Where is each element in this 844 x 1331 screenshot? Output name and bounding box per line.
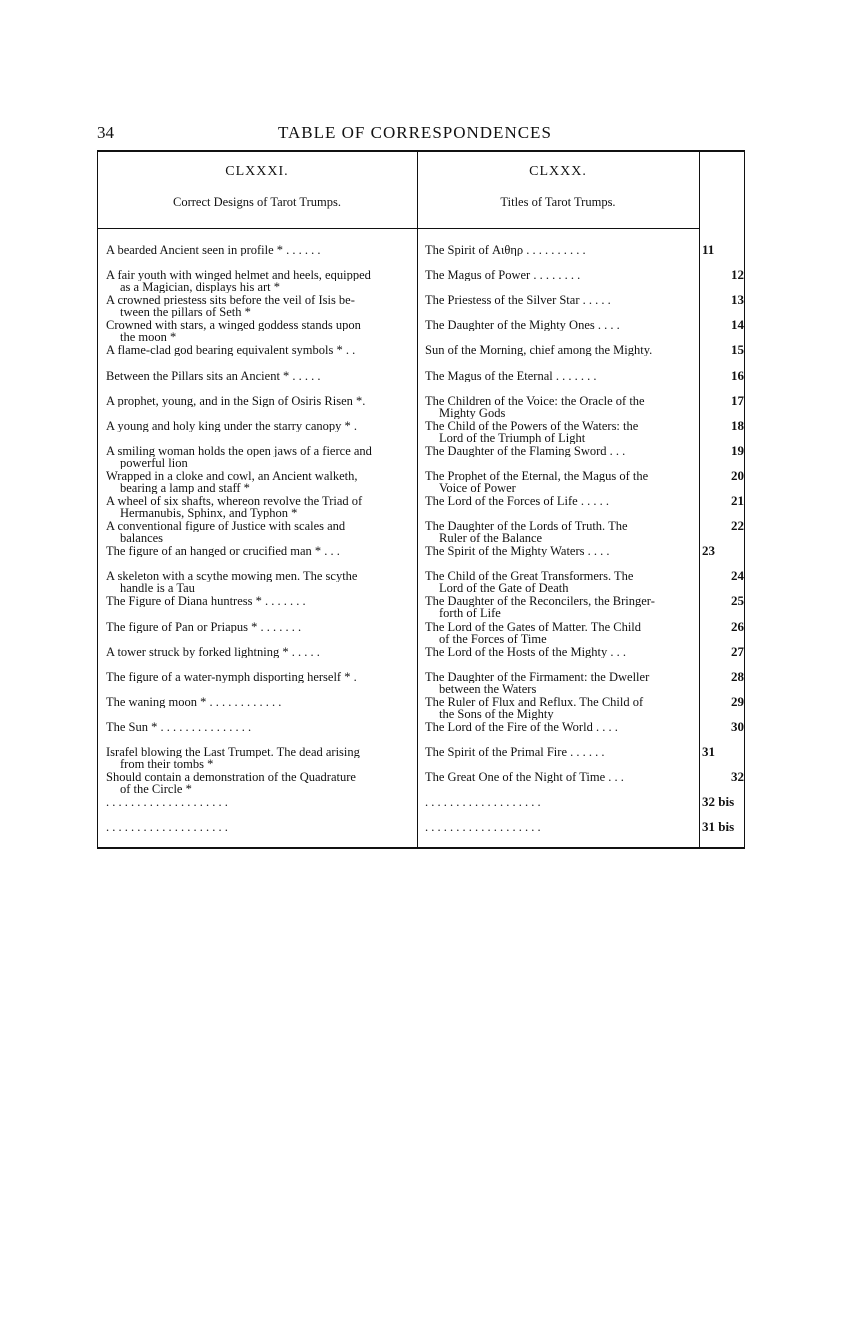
title-cell — [425, 294, 692, 306]
title-line: The Lord of the Fire of the World . . . . — [425, 720, 618, 733]
title-cell — [425, 771, 692, 783]
table-row — [97, 495, 745, 520]
key-number: 21 — [731, 493, 744, 508]
table-row — [97, 796, 745, 821]
table-row — [97, 520, 745, 545]
design-line: handle is a Tau — [120, 582, 195, 595]
title-cell — [425, 646, 692, 658]
title-line: forth of Life — [439, 607, 501, 620]
title-cell — [425, 671, 692, 695]
design-cell — [106, 244, 409, 256]
title-line: The Spirit of the Mighty Waters . . . . — [425, 545, 610, 558]
design-line: Between the Pillars sits an Ancient * . . . . . — [106, 369, 321, 382]
title-line: The Spirit of Αιθηρ . . . . . . . . . . — [425, 244, 586, 256]
design-cell — [106, 796, 409, 808]
table-row — [97, 294, 745, 319]
title-line: The Priestess of the Silver Star . . . . . — [425, 294, 611, 307]
title-line: Voice of Power — [439, 481, 516, 494]
table-row — [97, 392, 745, 420]
table-row — [97, 570, 745, 595]
key-number: 17 — [731, 392, 744, 408]
title-cell — [425, 570, 692, 594]
correspondence-table — [97, 150, 745, 849]
design-line: A flame-clad god bearing equivalent symbols * . . — [106, 344, 356, 357]
table-row — [97, 771, 745, 796]
title-line: Sun of the Morning, chief among the Mighty. — [425, 344, 653, 357]
column-1-number: CLXXXI. — [225, 164, 289, 179]
key-number: 12 — [731, 267, 744, 283]
key-number: 15 — [731, 342, 744, 358]
design-cell — [106, 721, 409, 733]
key-number: 23 — [702, 543, 715, 559]
table-row — [97, 718, 745, 746]
key-number: 24 — [731, 568, 744, 584]
key-number: 31 — [702, 744, 715, 759]
design-line: the moon * — [120, 331, 177, 344]
key-number: 27 — [731, 643, 744, 659]
title-line: The Daughter of the Reconcilers, the Bringer- — [425, 595, 655, 608]
design-line: A skeleton with a scythe mowing men. The scythe — [106, 570, 358, 583]
title-cell — [425, 244, 692, 256]
key-number: 22 — [731, 518, 744, 534]
title-line: The Daughter of the Mighty Ones . . . . — [425, 319, 620, 332]
table-row — [97, 545, 745, 570]
title-cell — [425, 520, 692, 544]
design-line: A fair youth with winged helmet and heels, equipped — [106, 269, 371, 282]
key-number: 11 — [702, 242, 715, 257]
title-line: The Daughter of the Lords of Truth. The — [425, 520, 628, 533]
key-number: 32 — [731, 769, 744, 785]
design-cell — [106, 746, 409, 770]
key-number: 19 — [731, 442, 744, 458]
title-line: The Lord of the Forces of Life . . . . . — [425, 495, 609, 507]
design-line: tween the pillars of Seth * — [120, 306, 251, 319]
title-line: the Sons of the Mighty — [439, 707, 554, 720]
title-line: Lord of the Triumph of Light — [439, 431, 586, 444]
title-cell — [425, 470, 692, 494]
title-line: The Child of the Powers of the Waters: the — [425, 419, 639, 432]
table-row — [97, 467, 745, 495]
running-title: TABLE OF CORRESPONDENCES — [278, 123, 552, 142]
design-cell — [106, 621, 409, 633]
design-line: The figure of an hanged or crucified man * . . . — [106, 545, 340, 558]
design-cell — [106, 696, 409, 708]
title-cell — [425, 269, 692, 281]
title-line: The Daughter of the Flaming Sword . . . — [425, 444, 626, 457]
title-line: of the Forces of Time — [439, 632, 547, 645]
design-line: The waning moon * . . . . . . . . . . . . — [106, 695, 282, 708]
design-line: Should contain a demonstration of the Quadrature — [106, 771, 356, 784]
key-number: 31 bis — [702, 819, 735, 835]
title-cell — [425, 746, 692, 758]
design-line: bearing a lamp and staff * — [120, 481, 250, 494]
table-row — [97, 417, 745, 445]
design-line: powerful lion — [120, 456, 188, 469]
table-row — [97, 618, 745, 646]
design-cell — [106, 395, 409, 407]
design-line: A wheel of six shafts, whereon revolve the Triad of — [106, 495, 363, 507]
title-line: The Lord of the Gates of Matter. The Child — [425, 620, 642, 633]
design-line: A prophet, young, and in the Sign of Osiris Risen *. — [106, 394, 366, 407]
design-line: The figure of Pan or Priapus * . . . . . . . — [106, 620, 302, 633]
title-line: between the Waters — [439, 682, 537, 695]
table-row — [97, 595, 745, 620]
design-line: of the Circle * — [120, 783, 192, 796]
title-cell — [425, 595, 692, 619]
header-rule — [97, 228, 699, 229]
design-line: A tower struck by forked lightning * . . . . . — [106, 645, 320, 658]
title-line: The Ruler of Flux and Reflux. The Child of — [425, 695, 644, 708]
title-line: Ruler of the Balance — [439, 532, 543, 545]
design-line: A young and holy king under the starry canopy * . — [106, 419, 357, 432]
key-number: 28 — [731, 668, 744, 684]
design-cell — [106, 595, 409, 607]
title-line: The Great One of the Night of Time . . . — [425, 771, 624, 784]
design-line: Hermanubis, Sphinx, and Typhon * — [120, 507, 298, 519]
title-line: . . . . . . . . . . . . . . . . . . . — [425, 796, 541, 809]
design-line: A bearded Ancient seen in profile * . . . . . . — [106, 244, 321, 256]
design-line: A conventional figure of Justice with scales and — [106, 520, 346, 533]
design-line: Israfel blowing the Last Trumpet. The dead arising — [106, 746, 360, 758]
title-cell — [425, 821, 692, 833]
column-2-description: Titles of Tarot Trumps. — [500, 195, 616, 209]
title-cell — [425, 319, 692, 331]
title-line: The Daughter of the Firmament: the Dweller — [425, 670, 650, 683]
key-number: 14 — [731, 317, 744, 333]
page-number: 34 — [97, 123, 114, 142]
title-cell — [425, 370, 692, 382]
design-line: The Figure of Diana huntress * . . . . . . . — [106, 595, 306, 608]
design-cell — [106, 771, 409, 795]
design-cell — [106, 570, 409, 594]
design-cell — [106, 294, 409, 318]
title-cell — [425, 445, 692, 457]
key-number: 20 — [731, 467, 744, 483]
table-row — [97, 442, 745, 470]
design-cell — [106, 671, 409, 683]
table-row — [97, 269, 745, 294]
column-1-description: Correct Designs of Tarot Trumps. — [173, 195, 341, 209]
table-row — [97, 319, 745, 344]
design-line: Crowned with stars, a winged goddess stands upon — [106, 319, 361, 332]
design-line: A smiling woman holds the open jaws of a fierce and — [106, 444, 372, 457]
title-line: . . . . . . . . . . . . . . . . . . . — [425, 821, 541, 834]
key-number: 25 — [731, 593, 744, 609]
table-bottom-rule — [97, 847, 745, 849]
title-line: The Lord of the Hosts of the Mighty . . . — [425, 645, 627, 658]
design-cell — [106, 495, 409, 519]
design-cell — [106, 344, 409, 356]
design-cell — [106, 319, 409, 343]
key-number: 18 — [731, 417, 744, 433]
table-row — [97, 693, 745, 721]
key-number: 13 — [731, 292, 744, 308]
design-line: . . . . . . . . . . . . . . . . . . . . — [106, 796, 228, 809]
design-line: The Sun * . . . . . . . . . . . . . . . — [106, 720, 252, 733]
design-line: as a Magician, displays his art * — [120, 281, 281, 294]
title-cell — [425, 696, 692, 720]
key-number: 29 — [731, 693, 744, 709]
title-line: Lord of the Gate of Death — [439, 582, 569, 595]
table-row — [97, 367, 745, 395]
table-top-rule — [97, 150, 745, 152]
key-number: 26 — [731, 618, 744, 634]
design-cell — [106, 646, 409, 658]
table-row — [97, 668, 745, 696]
design-cell — [106, 520, 409, 544]
title-cell — [425, 420, 692, 444]
key-number: 16 — [731, 367, 744, 383]
title-line: The Children of the Voice: the Oracle of the — [425, 394, 645, 407]
title-line: Mighty Gods — [439, 406, 506, 419]
title-cell — [425, 621, 692, 645]
title-cell — [425, 495, 692, 507]
title-line: The Magus of Power . . . . . . . . — [425, 269, 581, 282]
design-cell — [106, 545, 409, 557]
title-line: The Child of the Great Transformers. The — [425, 570, 634, 583]
design-line: Wrapped in a cloke and cowl, an Ancient walketh, — [106, 469, 358, 482]
design-cell — [106, 445, 409, 469]
design-line: . . . . . . . . . . . . . . . . . . . . — [106, 821, 228, 834]
design-line: from their tombs * — [120, 758, 214, 770]
design-line: balances — [120, 532, 164, 545]
design-cell — [106, 470, 409, 494]
title-cell — [425, 545, 692, 557]
title-line: The Magus of the Eternal . . . . . . . — [425, 369, 597, 382]
table-row — [97, 643, 745, 671]
design-line: A crowned priestess sits before the veil of Isis be- — [106, 294, 355, 307]
design-cell — [106, 821, 409, 833]
table-row — [97, 746, 745, 771]
design-line: The figure of a water-nymph disporting herself * . — [106, 670, 357, 683]
table-row — [97, 344, 745, 369]
key-number: 32 bis — [702, 794, 735, 810]
title-cell — [425, 721, 692, 733]
key-number: 30 — [731, 718, 744, 734]
title-line: The Prophet of the Eternal, the Magus of the — [425, 469, 649, 482]
title-cell — [425, 395, 692, 419]
title-line: The Spirit of the Primal Fire . . . . . . — [425, 746, 605, 758]
column-2-number: CLXXX. — [529, 164, 587, 179]
design-cell — [106, 269, 409, 293]
title-cell — [425, 344, 692, 356]
design-cell — [106, 420, 409, 432]
table-row — [97, 244, 745, 269]
table-row — [97, 821, 745, 846]
title-cell — [425, 796, 692, 808]
design-cell — [106, 370, 409, 382]
